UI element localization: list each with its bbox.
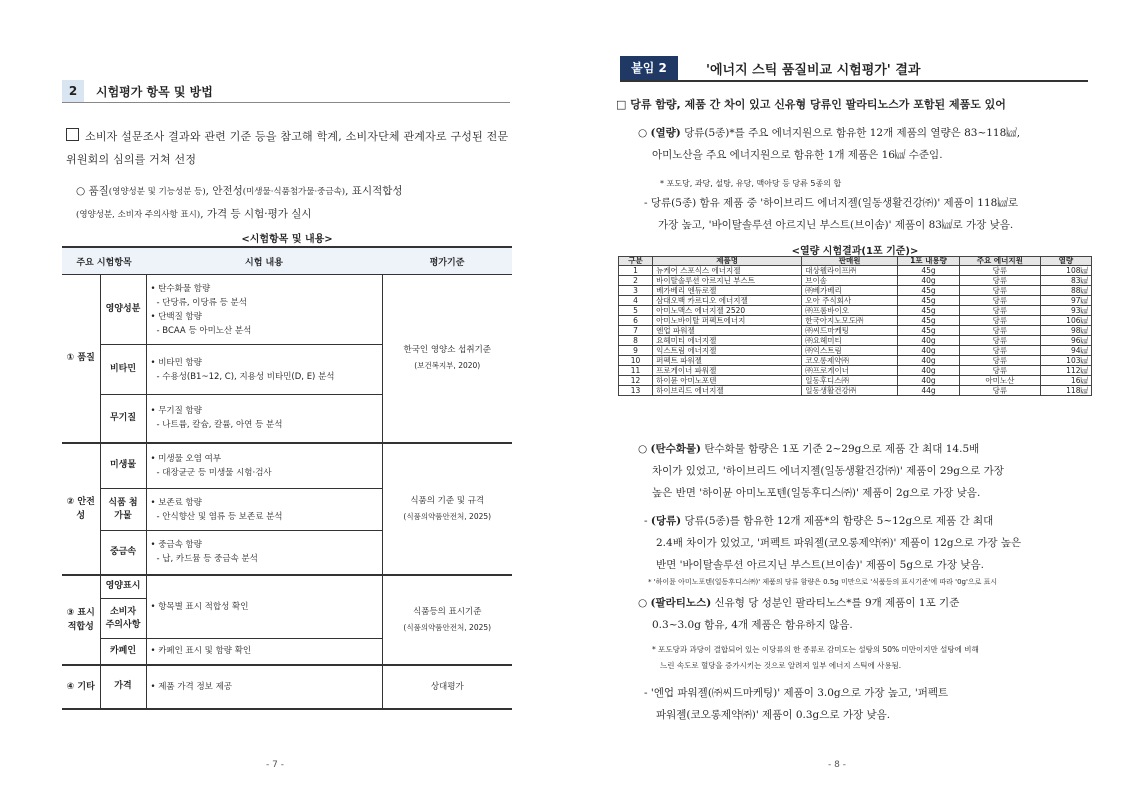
sub-text-f: (영양성분, 소비자 주의사항 표시) — [76, 210, 201, 220]
attachment-heading — [620, 56, 1088, 82]
table-cell: 당류 — [959, 356, 1040, 366]
standard-source: (식품의약품안전처, 2025) — [403, 511, 492, 521]
sub-text-d: (미생물·식품첨가물·중금속) — [242, 187, 346, 197]
category-cell: ④ 기타 — [62, 665, 100, 709]
table-cell: 일동생활건강㈜ — [802, 386, 898, 396]
table-cell: 당류 — [959, 296, 1040, 306]
table-row — [619, 316, 1092, 326]
standard-text: 식품의 기준 및 규격 — [410, 495, 485, 506]
palatinose-tag: (팔라티노스) — [650, 597, 712, 609]
table-cell: 106㎉ — [1040, 316, 1091, 326]
category-cell: ① 품질 — [62, 275, 100, 443]
sub-text-c: , 안전성 — [205, 185, 243, 197]
table-cell: 프로게이너 파워젤 — [653, 366, 802, 376]
page-number: - 7 - — [266, 760, 284, 770]
table-cell: 108㎉ — [1040, 266, 1091, 276]
table-cell: 당류 — [959, 306, 1040, 316]
content-cell — [146, 531, 382, 575]
bullet-circle-icon: ○ — [638, 597, 648, 609]
content-line: - 대장균군 등 미생물 시험·검사 — [156, 467, 272, 478]
table-cell: 16㎉ — [1040, 376, 1091, 386]
content-line: - 단당류, 이당류 등 분석 — [156, 297, 247, 308]
table-cell: 5 — [619, 306, 653, 316]
table-row — [619, 296, 1092, 306]
table-cell: 12 — [619, 376, 653, 386]
energy-paragraph — [638, 122, 1088, 166]
table-cell: 11 — [619, 366, 653, 376]
table-cell: 88㎉ — [1040, 286, 1091, 296]
carb-text-3: 높은 반면 '하이뮨 아미노포텐(일동후디스㈜)' 제품이 2g으로 가장 낮음. — [652, 487, 981, 499]
section-heading — [62, 80, 510, 103]
carb-paragraph — [638, 438, 1088, 504]
table-row — [62, 443, 512, 489]
attachment-label: 붙임 2 — [620, 56, 678, 80]
table-cell: 94㎉ — [1040, 346, 1091, 356]
table-cell: 당류 — [959, 386, 1040, 396]
palatinose-dash-paragraph — [644, 682, 1094, 726]
item-cell: 미생물 — [100, 443, 146, 489]
table-cell: 아미노맥스 에너지젤 2520 — [653, 306, 802, 316]
table-cell: 93㎉ — [1040, 306, 1091, 316]
table-cell: 삼대오백 카르디오 에너지젤 — [653, 296, 802, 306]
section-number: 2 — [62, 80, 84, 102]
table-cell: 44g — [898, 386, 960, 396]
calorie-table — [618, 256, 1092, 396]
table-cell: 8 — [619, 336, 653, 346]
carb-text-1: 탄수화물 함량은 1포 기준 2~29g으로 제품 간 최대 14.5배 — [701, 443, 980, 455]
table-cell: 3 — [619, 286, 653, 296]
item-cell: 영양표시 — [100, 575, 146, 599]
table-row — [619, 286, 1092, 296]
table-cell: ㈜프로게이너 — [802, 366, 898, 376]
table-cell: 9 — [619, 346, 653, 356]
table-cell: ㈜익스트림 — [802, 346, 898, 356]
standard-source: (식품의약품안전처, 2025) — [403, 622, 492, 632]
table-cell: 당류 — [959, 336, 1040, 346]
sub-text-a: 품질 — [88, 185, 109, 197]
header-cell: 1포 내용량 — [898, 257, 960, 266]
table-cell: 뉴케어 스포식스 에너지젤 — [653, 266, 802, 276]
sugar-text-3: 반면 '바이탈솔루션 아르지닌 부스트(브이솜)' 제품이 5g으로 가장 낮음. — [656, 559, 984, 571]
energy-text-2: 아미노산을 주요 에너지원으로 함유한 1개 제품은 16㎉ 수준임. — [652, 149, 943, 161]
table-cell: 2 — [619, 276, 653, 286]
content-cell — [146, 395, 382, 443]
table-cell: 40g — [898, 336, 960, 346]
bullet-circle-icon: ○ — [638, 443, 648, 455]
table-cell: 45g — [898, 296, 960, 306]
table-cell: 요헤미티 에너지젤 — [653, 336, 802, 346]
content-cell: • 카페인 표시 및 함량 확인 — [146, 639, 382, 665]
content-line: - 안식향산 및 염류 등 보존료 분석 — [156, 511, 283, 522]
palatinose-note-1: * 포도당과 과당이 결합되어 있는 이당류의 한 종류로 감미도는 설탕의 50% 미만이지만 설탕에 비해 — [652, 645, 979, 654]
table-cell: 7 — [619, 326, 653, 336]
energy-note: * 포도당, 과당, 설탕, 유당, 맥아당 등 당류 5종의 합 — [660, 179, 842, 188]
category-cell: ③ 표시 적합성 — [62, 575, 100, 665]
table-cell: 당류 — [959, 346, 1040, 356]
palatinose-note — [652, 642, 979, 674]
table-cell: 83㎉ — [1040, 276, 1091, 286]
checkbox-square-icon — [66, 128, 79, 141]
page-number: - 8 - — [828, 760, 846, 770]
attachment-title: '에너지 스틱 품질비교 시험평가' 결과 — [706, 63, 921, 78]
table-cell: 6 — [619, 316, 653, 326]
item-cell: 가격 — [100, 665, 146, 709]
table-cell: 하이브리드 에너지젤 — [653, 386, 802, 396]
table-cell: 당류 — [959, 276, 1040, 286]
table-cell: 퍼펙트 파워젤 — [653, 356, 802, 366]
item-cell: 무기질 — [100, 395, 146, 443]
content-line: - 납, 카드뮴 등 중금속 분석 — [156, 554, 258, 565]
table-cell: 13 — [619, 386, 653, 396]
table-row — [619, 306, 1092, 316]
content-line: • 탄수화물 함량 — [150, 283, 211, 294]
table-row — [619, 376, 1092, 386]
energy-dash-line-1: - 당류(5종) 함유 제품 중 '하이브리드 에너지젤(일동생활건강㈜)' 제품이 118㎉로 — [644, 197, 1018, 209]
table-cell: 당류 — [959, 266, 1040, 276]
table-cell: 40g — [898, 276, 960, 286]
right-page — [560, 0, 1121, 793]
energy-tag: (열량) — [650, 127, 681, 139]
section-title: 시험평가 항목 및 방법 — [96, 85, 213, 99]
table-cell: 40g — [898, 376, 960, 386]
table-cell: 바이탈솔루션 아르지닌 부스트 — [653, 276, 802, 286]
table-cell: 40g — [898, 356, 960, 366]
header-cell: 주요 에너지원 — [959, 257, 1040, 266]
sugar-note: * '하이뮨 아미노포텐(일동후디스㈜)' 제품의 당류 함량은 0.5g 미만으로 '식품등의 표시기준'에 따라 '0g'으로 표시 — [648, 578, 998, 586]
content-line: • 단백질 함량 — [150, 311, 202, 322]
table-cell: 일동후디스㈜ — [802, 376, 898, 386]
table-cell: 오아 주식회사 — [802, 296, 898, 306]
table-cell: 97㎉ — [1040, 296, 1091, 306]
table-cell: 엔업 파워젤 — [653, 326, 802, 336]
table-row — [62, 575, 512, 599]
content-line: • 비타민 함량 — [150, 357, 202, 368]
table-row — [619, 276, 1092, 286]
left-page — [0, 0, 560, 793]
table-cell: 40g — [898, 346, 960, 356]
item-cell: 카페인 — [100, 639, 146, 665]
energy-dash-paragraph — [644, 192, 1094, 236]
palatinose-dash-line-1: - '엔업 파워젤(㈜씨드마케팅)' 제품이 3.0g으로 가장 높고, '퍼펙트 — [644, 687, 949, 699]
table-cell: 당류 — [959, 316, 1040, 326]
carb-text-2: 차이가 있었고, '하이브리드 에너지젤(일동생활건강㈜)' 제품이 29g으로 가장 — [652, 465, 1004, 477]
sugar-paragraph — [644, 510, 1094, 576]
table-cell: 당류 — [959, 366, 1040, 376]
category-cell: ② 안전성 — [62, 443, 100, 575]
table-cell: 40g — [898, 366, 960, 376]
table-cell: 10 — [619, 356, 653, 366]
palatinose-note-2: 느린 속도로 혈당을 증가시키는 것으로 알려져 일부 에너지 스틱에 사용됨. — [660, 661, 902, 670]
table-cell: 익스트림 에너지젤 — [653, 346, 802, 356]
content-cell: • 제품 가격 정보 제공 — [146, 665, 382, 709]
palatinose-text-2: 0.3~3.0g 함유, 4개 제품은 함유하지 않음. — [652, 619, 853, 631]
table-cell: 118㎉ — [1040, 386, 1091, 396]
item-cell: 식품 첨가물 — [100, 489, 146, 531]
sub-text-b: (영양성분 및 기능성분 등) — [108, 187, 206, 197]
standard-cell — [382, 575, 512, 665]
table-cell: 아미노산 — [959, 376, 1040, 386]
table-cell: 당류 — [959, 286, 1040, 296]
bullet-circle-icon: ○ — [76, 185, 89, 197]
table-caption: <시험항목 및 내용> — [241, 234, 333, 245]
content-line: • 무기질 함량 — [150, 406, 202, 417]
test-items-table — [62, 246, 512, 710]
palatinose-dash-line-2: 파워젤(코오롱제약㈜)' 제품이 0.3g으로 가장 낮음. — [656, 709, 891, 721]
item-cell: 비타민 — [100, 345, 146, 395]
calorie-table-caption: <열량 시험결과(1포 기준)> — [791, 246, 919, 257]
main-paragraph-text: 소비자 설문조사 결과와 관련 기준 등을 참고해 학계, 소비자단체 관계자로 구성된 전문위원회의 심의를 거쳐 선정 — [66, 130, 509, 166]
sub-text-g: , 가격 등 시험·평가 실시 — [200, 208, 312, 220]
table-cell: 브이솜 — [802, 276, 898, 286]
table-cell: 당류 — [959, 326, 1040, 336]
header-cell: 시험 내용 — [146, 247, 382, 275]
content-cell — [146, 443, 382, 489]
table-cell: ㈜베가베리 — [802, 286, 898, 296]
header-cell: 구분 — [619, 257, 653, 266]
table-cell: ㈜씨드마케팅 — [802, 326, 898, 336]
table-cell: 아미노바이탈 퍼펙트에너지 — [653, 316, 802, 326]
table-cell: 96㎉ — [1040, 336, 1091, 346]
main-paragraph — [66, 125, 516, 171]
item-cell: 중금속 — [100, 531, 146, 575]
bullet-circle-icon: ○ — [638, 127, 648, 139]
palatinose-text-1: 신유형 당 성분인 팔라티노스*를 9개 제품이 1포 기준 — [711, 597, 960, 609]
table-cell: 45g — [898, 316, 960, 326]
sugar-text-1: 당류(5종)를 함유한 12개 제품*의 함량은 5~12g으로 제품 간 최대 — [681, 515, 994, 527]
content-cell — [146, 275, 382, 345]
standard-text: 식품등의 표시기준 — [413, 606, 482, 617]
table-cell: 하이뮨 아미노포텐 — [653, 376, 802, 386]
table-cell: ㈜요헤미티 — [802, 336, 898, 346]
content-line: • 미생물 오염 여부 — [150, 453, 222, 464]
content-line: • 보존료 함량 — [150, 497, 202, 508]
palatinose-paragraph — [638, 592, 1088, 636]
table-cell: 45g — [898, 326, 960, 336]
content-line: - 수용성(B1~12, C), 지용성 비타민(D, E) 분석 — [156, 371, 335, 382]
header-cell: 열량 — [1040, 257, 1091, 266]
table-row — [619, 386, 1092, 396]
table-row — [619, 366, 1092, 376]
table-cell: 45g — [898, 266, 960, 276]
table-cell: 112㎉ — [1040, 366, 1091, 376]
sub-text-e: , 표시적합성 — [345, 185, 403, 197]
sugar-tag: (당류) — [650, 515, 682, 527]
standard-text: 한국인 영양소 섭취기준 — [403, 345, 491, 356]
table-cell: 한국아지노모도㈜ — [802, 316, 898, 326]
content-cell — [146, 489, 382, 531]
carb-tag: (탄수화물) — [650, 443, 702, 455]
content-cell: • 항목별 표시 적합성 확인 — [146, 575, 382, 639]
table-cell: 103㎉ — [1040, 356, 1091, 366]
table-row — [619, 356, 1092, 366]
standard-cell: 상대평가 — [382, 665, 512, 709]
table-cell: 코오롱제약㈜ — [802, 356, 898, 366]
table-cell: 베가베리 엔듀로젤 — [653, 286, 802, 296]
energy-text-1: 당류(5종)*를 주요 에너지원으로 함유한 12개 제품의 열량은 83~118㎉, — [680, 127, 1021, 139]
table-row — [619, 336, 1092, 346]
table-header-row — [62, 247, 512, 275]
standard-cell — [382, 275, 512, 443]
energy-dash-line-2: 가장 높고, '바이탈솔루션 아르지닌 부스트(브이솜)' 제품이 83㎉로 가장 낮음. — [658, 219, 1014, 231]
content-line: - 나트륨, 칼슘, 칼륨, 아연 등 분석 — [156, 420, 283, 431]
content-line: - BCAA 등 아미노산 분석 — [156, 325, 252, 336]
table-header-row — [619, 257, 1092, 266]
header-cell: 제품명 — [653, 257, 802, 266]
table-cell: 45g — [898, 286, 960, 296]
content-cell — [146, 345, 382, 395]
sub-paragraph — [76, 180, 516, 226]
table-row — [62, 275, 512, 345]
dash-marker: - — [644, 515, 648, 527]
table-cell: 대상웰라이프㈜ — [802, 266, 898, 276]
standard-source: (보건복지부, 2020) — [414, 361, 481, 371]
content-line: • 중금속 함량 — [150, 540, 202, 551]
standard-cell — [382, 443, 512, 575]
item-cell: 소비자 주의사항 — [100, 599, 146, 639]
table-row — [619, 346, 1092, 356]
header-cell: 주요 시험항목 — [62, 247, 146, 275]
item-cell: 영양성분 — [100, 275, 146, 345]
headline: □ 당류 함량, 제품 간 차이 있고 신유형 당류인 팔라티노스가 포함된 제품도 있어 — [616, 98, 1006, 111]
table-cell: 98㎉ — [1040, 326, 1091, 336]
header-cell: 판매원 — [802, 257, 898, 266]
header-cell: 평가기준 — [382, 247, 512, 275]
table-row — [62, 665, 512, 709]
sugar-text-2: 2.4배 차이가 있었고, '퍼펙트 파워젤(코오롱제약㈜)' 제품이 12g으로 가장 높은 — [656, 537, 1022, 549]
table-cell: 45g — [898, 306, 960, 316]
table-cell: ㈜프롬바이오 — [802, 306, 898, 316]
table-cell: 4 — [619, 296, 653, 306]
table-row — [619, 326, 1092, 336]
table-row — [619, 266, 1092, 276]
table-cell: 1 — [619, 266, 653, 276]
